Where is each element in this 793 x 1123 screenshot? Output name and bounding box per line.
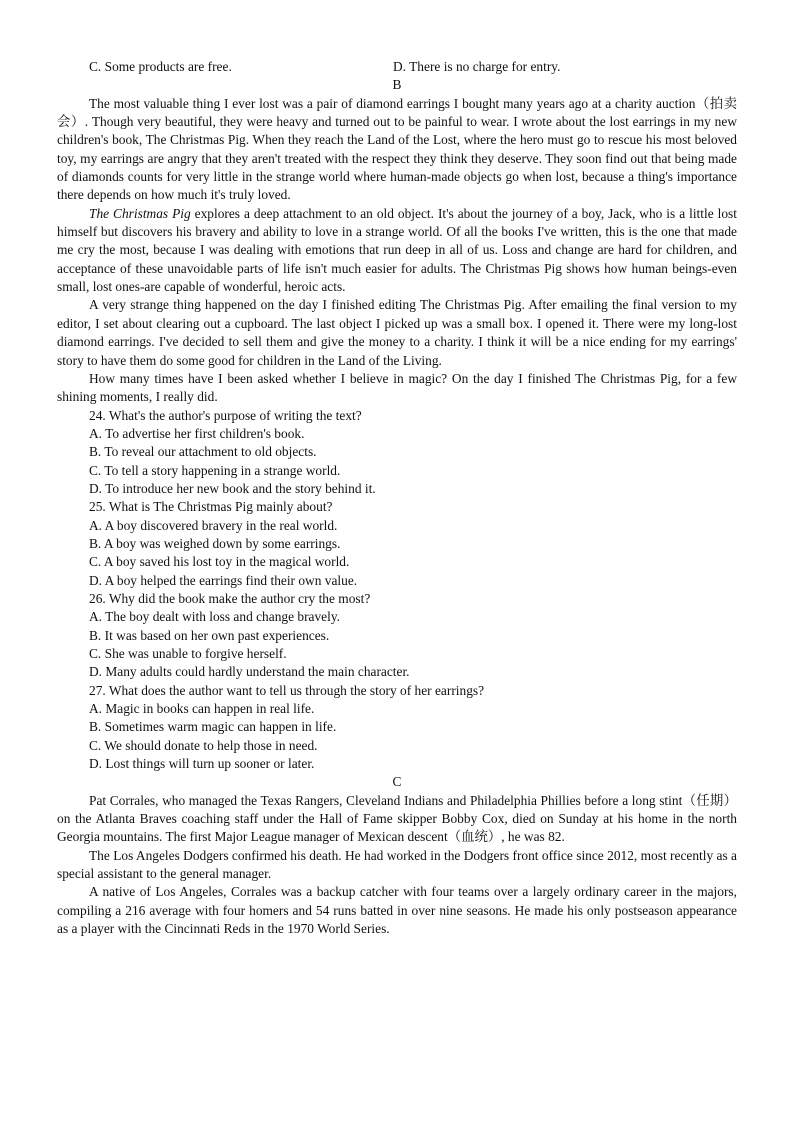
option-a: A. The boy dealt with loss and change bravely. xyxy=(89,609,341,625)
question-25 xyxy=(57,498,737,590)
section-c-heading: C xyxy=(392,774,402,790)
option-c: C. A boy saved his lost toy in the magical world. xyxy=(89,554,350,570)
option-c: C. She was unable to forgive herself. xyxy=(89,646,287,661)
option-c: C. We should donate to help those in need. xyxy=(89,737,318,753)
option-a: A. A boy discovered bravery in the real world. xyxy=(89,517,338,533)
passage-c-paragraph-2: The Los Angeles Dodgers confirmed his death. He had worked in the Dodgers front office since 2012, most recently as a special assistant to the general manager. xyxy=(57,847,737,882)
paragraph-2-text: explores a deep attachment to an old object. It's about the journey of a boy, Jack, who is a little lost himself but discovers his bravery and ability to love in a strange world. Of all the books I've written, this is the one that made me cry the most, because I was dealing with emotions that run deep in all of us. Loss and change are hard for children, and acceptance of these unavoidable parts of life isn't much easier for adults. The Christmas Pig shows how human beings-even small, lost ones-are capable of wonderful, heroic acts. xyxy=(57,205,737,295)
question-stem: 25. What is The Christmas Pig mainly about? xyxy=(89,499,333,515)
option-b: B. A boy was weighed down by some earrings. xyxy=(89,535,341,551)
exam-page xyxy=(57,58,737,939)
question-24 xyxy=(57,407,737,499)
option-d: D. There is no charge for entry. xyxy=(393,59,561,74)
option-d: D. To introduce her new book and the story behind it. xyxy=(89,480,376,496)
question-27 xyxy=(57,682,737,774)
option-d: D. Many adults could hardly understand the main character. xyxy=(89,664,410,680)
section-b-heading: B xyxy=(392,77,402,93)
passage-c-paragraph-3: A native of Los Angeles, Corrales was a backup catcher with four teams over a largely ordinary career in the majors, compiling a 216 average with four homers and 54 runs batted in over nine seasons. He made his only postseason appearance as a player with the Cincinnati Reds in the 1970 World Series. xyxy=(57,884,737,937)
option-b: B. It was based on her own past experiences. xyxy=(89,627,330,643)
question-stem: 27. What does the author want to tell us through the story of her earrings? xyxy=(89,682,485,698)
option-d: D. Lost things will turn up sooner or later. xyxy=(89,756,315,772)
option-d: D. A boy helped the earrings find their own value. xyxy=(89,572,358,588)
option-a: A. To advertise her first children's book. xyxy=(89,425,305,441)
option-c: C. To tell a story happening in a strange world. xyxy=(89,462,341,478)
passage-b-paragraph-2 xyxy=(57,205,737,297)
question-26 xyxy=(57,590,737,682)
passage-c-paragraph-1: Pat Corrales, who managed the Texas Rangers, Cleveland Indians and Philadelphia Phillies before a long stint（任期） on the Atlanta Braves coaching staff under the Hall of Fame skipper Bobby Cox, died on Sunday at his home in the north Georgia mountains. The first Major League manager of Mexican descent（血统）, he was 82. xyxy=(57,792,737,845)
question-stem: 26. Why did the book make the author cry the most? xyxy=(89,590,371,606)
passage-b-paragraph-3: A very strange thing happened on the day I finished editing The Christmas Pig. After emailing the final version to my editor, I set about clearing out a cupboard. The last object I picked up was a small box. I opened it. There were my long-lost diamond earrings. I've decided to sell them and give the money to a charity. I think it will be a nice ending for my earrings' story to have them do some good for children in the Land of the Living. xyxy=(57,297,737,368)
option-b: B. Sometimes warm magic can happen in life. xyxy=(89,719,337,735)
passage-b-paragraph-4: How many times have I been asked whether I believe in magic? On the day I finished The Christmas Pig, for a few shining moments, I really did. xyxy=(57,370,737,405)
option-c: C. Some products are free. xyxy=(89,59,232,74)
book-title: The Christmas Pig xyxy=(89,205,191,221)
passage-b-paragraph-1: The most valuable thing I ever lost was a pair of diamond earrings I bought many years ago at a charity auction（拍卖会）. Though very beautiful, they were heavy and turned out to be painful to wear. I wrote about the lost earrings in my new children's book, The Christmas Pig. When they reach the Land of the Lost, where the hero must go to rescue his most beloved toy, my earrings are angry that they aren't treated with the respect they think they deserve. They soon find out that being made of diamonds counts for very little in the strange world where human-made objects go when lost, because a thing's importance there depends on how much it's truly loved. xyxy=(57,95,737,203)
option-b: B. To reveal our attachment to old objects. xyxy=(89,444,317,460)
previous-question-options xyxy=(57,58,737,76)
option-a: A. Magic in books can happen in real life. xyxy=(89,701,315,717)
question-stem: 24. What's the author's purpose of writing the text? xyxy=(89,407,362,423)
